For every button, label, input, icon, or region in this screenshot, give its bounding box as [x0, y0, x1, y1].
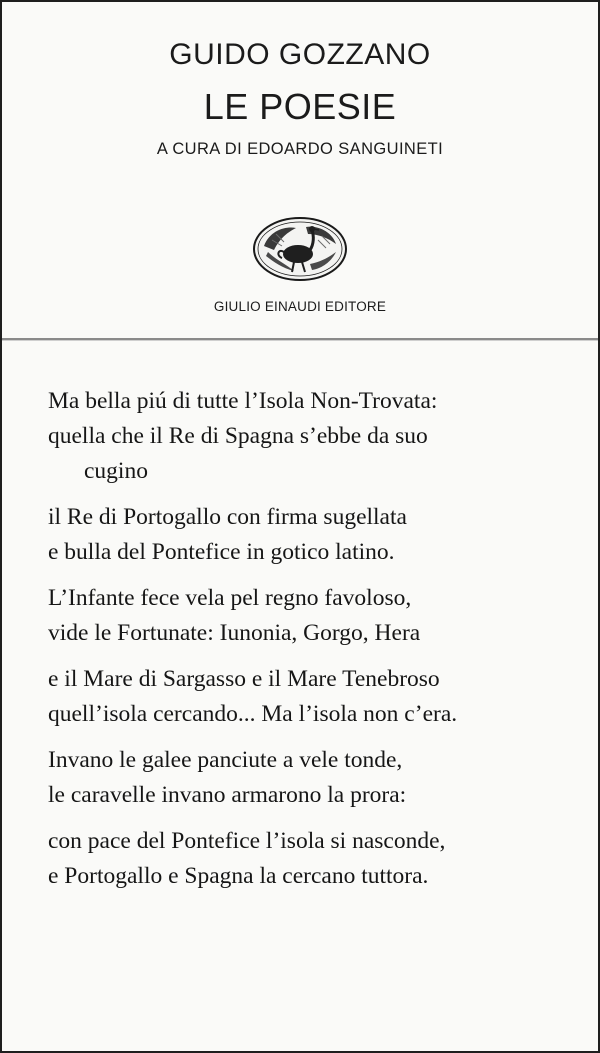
- poem-line: quella che il Re di Spagna s’ebbe da suo: [48, 423, 428, 449]
- cover-header: [2, 2, 598, 338]
- poem-line: e bulla del Pontefice in gotico latino.: [48, 539, 395, 565]
- section-divider: [2, 338, 598, 340]
- poem-line: vide le Fortunate: Iunonia, Gorgo, Hera: [48, 620, 421, 646]
- poem-line: e Portogallo e Spagna la cercano tuttora.: [48, 863, 429, 889]
- stanza: [48, 662, 588, 732]
- book-title: LE POESIE: [203, 86, 397, 127]
- poem-line: il Re di Portogallo con firma sugellata: [48, 504, 407, 530]
- stanza: [48, 500, 588, 570]
- poem-line: L’Infante fece vela pel regno favoloso,: [48, 585, 412, 611]
- stanza: [48, 581, 588, 651]
- stanza: [48, 824, 588, 894]
- poem-line: con pace del Pontefice l’isola si nasconde,: [48, 828, 446, 854]
- ostrich-emblem-icon: [252, 216, 348, 282]
- poem-line: Invano le galee panciute a vele tonde,: [48, 747, 403, 773]
- poem-line: quell’isola cercando... Ma l’isola non c’era.: [48, 701, 458, 727]
- poem-excerpt: [48, 384, 588, 905]
- stanza: [48, 743, 588, 813]
- poem-line: le caravelle invano armarono la prora:: [48, 782, 407, 808]
- author-name: GUIDO GOZZANO: [169, 38, 431, 71]
- publisher-name: GIULIO EINAUDI EDITORE: [213, 299, 387, 314]
- poem-line: cugino: [84, 458, 148, 484]
- poem-line: e il Mare di Sargasso e il Mare Tenebroso: [48, 666, 440, 692]
- stanza: [48, 384, 588, 489]
- poem-line: Ma bella piú di tutte l’Isola Non-Trovata:: [48, 388, 438, 414]
- editor-credit: A CURA DI EDOARDO SANGUINETI: [156, 140, 444, 158]
